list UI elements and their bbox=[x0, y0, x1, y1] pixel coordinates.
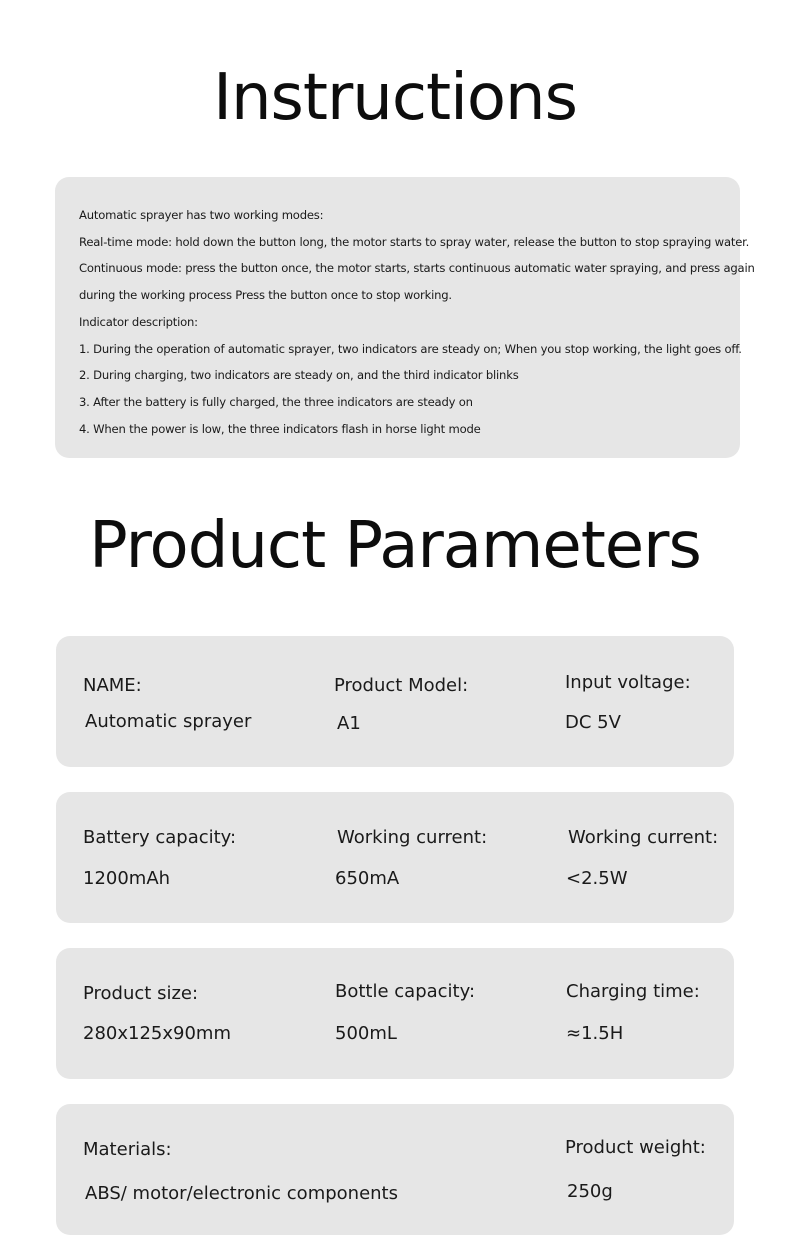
parameter-row-3 bbox=[56, 948, 734, 1079]
power-label: Working current: bbox=[568, 827, 719, 848]
instruction-line: 4. When the power is low, the three indicators flash in horse light mode bbox=[79, 421, 481, 436]
battery-capacity-value: 1200mAh bbox=[83, 868, 171, 889]
product-weight-value: 250g bbox=[567, 1181, 613, 1202]
instruction-line: Continuous mode: press the button once, the motor starts, starts continuous automatic water spraying, and press again bbox=[79, 261, 755, 276]
parameters-title: Product Parameters bbox=[89, 509, 701, 583]
input-voltage-label: Input voltage: bbox=[565, 672, 691, 693]
parameter-row-1 bbox=[56, 636, 734, 767]
product-weight-label: Product weight: bbox=[565, 1137, 706, 1158]
name-label: NAME: bbox=[83, 675, 142, 696]
power-value: <2.5W bbox=[566, 868, 628, 889]
product-model-value: A1 bbox=[337, 713, 361, 734]
parameter-row-2 bbox=[56, 792, 734, 923]
instruction-line: Automatic sprayer has two working modes: bbox=[79, 208, 324, 222]
battery-capacity-label: Battery capacity: bbox=[83, 827, 237, 848]
working-current-label: Working current: bbox=[337, 827, 488, 848]
instruction-line: 1. During the operation of automatic sprayer, two indicators are steady on; When you stop working, the light goes off. bbox=[79, 341, 742, 356]
instruction-line: Indicator description: bbox=[79, 314, 198, 329]
charging-time-label: Charging time: bbox=[566, 981, 700, 1002]
product-size-label: Product size: bbox=[83, 983, 199, 1004]
instruction-line: during the working process Press the button once to stop working. bbox=[79, 288, 452, 303]
bottle-capacity-value: 500mL bbox=[335, 1023, 397, 1044]
instruction-line: 2. During charging, two indicators are steady on, and the third indicator blinks bbox=[79, 368, 519, 383]
bottle-capacity-label: Bottle capacity: bbox=[335, 981, 476, 1002]
product-size-value: 280x125x90mm bbox=[83, 1023, 231, 1044]
working-current-value: 650mA bbox=[335, 868, 400, 889]
name-value: Automatic sprayer bbox=[85, 711, 252, 732]
materials-label: Materials: bbox=[83, 1139, 172, 1160]
instructions-title: Instructions bbox=[213, 61, 577, 135]
charging-time-value: ≈1.5H bbox=[566, 1023, 624, 1044]
materials-value: ABS/ motor/electronic components bbox=[85, 1183, 398, 1204]
instruction-line: 3. After the battery is fully charged, the three indicators are steady on bbox=[79, 394, 473, 409]
parameter-row-4 bbox=[56, 1104, 734, 1235]
instructions-panel bbox=[55, 177, 755, 458]
product-model-label: Product Model: bbox=[334, 675, 469, 696]
instruction-line: Real-time mode: hold down the button long, the motor starts to spray water, release the button to stop spraying water. bbox=[79, 234, 750, 249]
input-voltage-value: DC 5V bbox=[565, 712, 621, 733]
